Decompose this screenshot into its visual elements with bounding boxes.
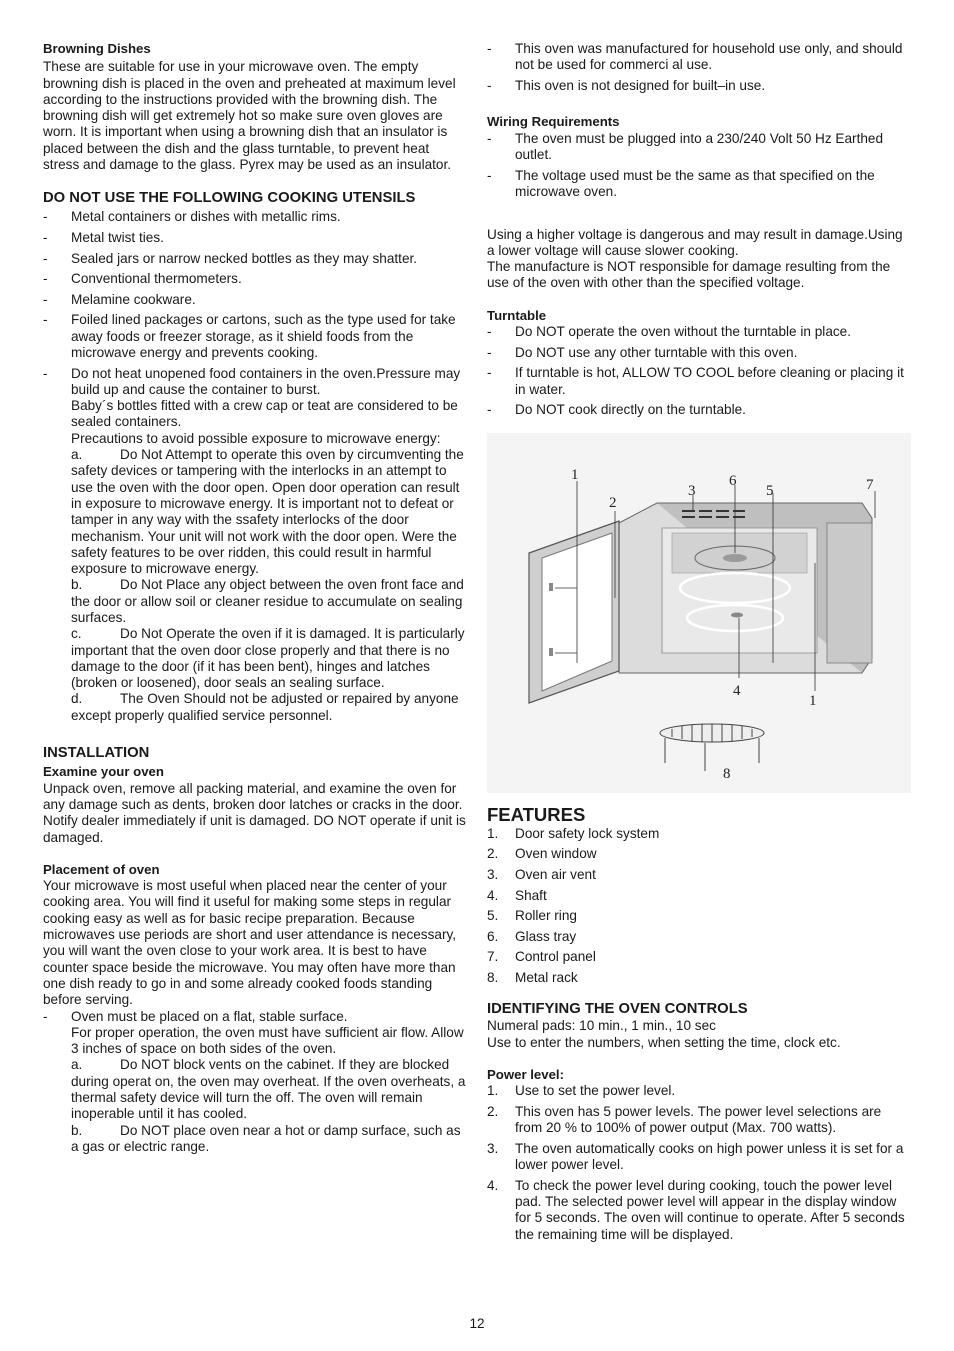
diagram-label-8: 8 bbox=[723, 765, 731, 782]
list-item: 6. Glass tray bbox=[487, 928, 577, 944]
list-item: - The oven must be plugged into a 230/240 Volt 50 Hz Earthed outlet. bbox=[487, 130, 884, 163]
placement-list bbox=[43, 1009, 467, 1156]
power-level-list bbox=[487, 1083, 911, 1243]
list-item: 4. Shaft bbox=[487, 887, 547, 903]
diagram-label-2: 2 bbox=[609, 494, 617, 511]
list-item: - If turntable is hot, ALLOW TO COOL before cleaning or placing it in water. bbox=[487, 365, 904, 397]
list-item: 2. Oven window bbox=[487, 846, 597, 862]
list-item: 2. This oven has 5 power levels. The power level selections are from 20 % to 100% of power output (Max. 700 watts). bbox=[487, 1103, 882, 1136]
diagram-label-1b: 1 bbox=[809, 692, 817, 709]
diagram-label-5: 5 bbox=[766, 482, 774, 499]
list-item: - Sealed jars or narrow necked bottles as they may shatter. bbox=[43, 250, 418, 266]
donot-list bbox=[43, 209, 467, 724]
wiring-list bbox=[487, 131, 911, 200]
turntable-title: Turntable bbox=[487, 307, 547, 323]
sub-item: a. Do NOT block vents on the cabinet. If they are blocked during operat on, the oven may overheat. If the oven overheats, a thermal safety device will turn the off. The oven will remain inoperable until it has cooled. bbox=[71, 1057, 466, 1122]
usage-list bbox=[487, 41, 911, 94]
list-item: - This oven was manufactured for household use only, and should not be used for commerci al use. bbox=[487, 41, 903, 73]
list-item: - Foiled lined packages or cartons, such as the type used for take away foods or freezer storage, as it shield foods from the microwave energy and prevents cooking. bbox=[43, 312, 456, 360]
precautions-text: Precautions to avoid possible exposure to microwave energy: bbox=[71, 430, 441, 446]
numeral-pads-text: Numeral pads: 10 min., 1 min., 10 sec bbox=[487, 1018, 716, 1034]
list-item: 8. Metal rack bbox=[487, 969, 578, 985]
features-title: FEATURES bbox=[487, 803, 586, 825]
list-item: 4. To check the power level during cooking, touch the power level pad. The selected power level will appear in the display window for 5 seconds. The oven will continue to operate. After 5 seconds the remaining time will be displayed. bbox=[487, 1177, 905, 1242]
page-number: 12 bbox=[469, 1316, 485, 1331]
right-column bbox=[487, 41, 911, 1247]
examine-title: Examine your oven bbox=[43, 764, 164, 780]
baby-bottles-text: Baby´s bottles fitted with a crew cap or teat are considered to be sealed containers. bbox=[71, 398, 458, 430]
sub-item: c. Do Not Operate the oven if it is damaged. It is particularly important that the oven door close properly and that there is no damage to the door (if it has been bent), hinges and latches (broken or loosened), door seals an sealing surface. bbox=[71, 626, 465, 691]
wiring-title: Wiring Requirements bbox=[487, 114, 620, 130]
power-level-title: Power level: bbox=[487, 1067, 564, 1083]
list-item: - Metal containers or dishes with metallic rims. bbox=[43, 209, 341, 225]
list-item: - Melamine cookware. bbox=[43, 291, 196, 307]
diagram-label-1: 1 bbox=[571, 466, 579, 483]
browning-body: These are suitable for use in your microwave oven. The empty browning dish is placed in the oven and preheated at maximum level according to the instructions provided with the browning dish. The browning dish will get extremely hot so make sure oven gloves are worn. It is important when using a browning dish that an insulator is placed between the dish and the glass turntable, to prevent heat stress and damage to the glass. Pyrex may be used as an insulator. bbox=[43, 59, 456, 173]
left-column bbox=[43, 41, 467, 1159]
list-item: - Do NOT cook directly on the turntable. bbox=[487, 402, 746, 418]
list-item: - Metal twist ties. bbox=[43, 229, 164, 245]
list-item: - Do not heat unopened food containers in the oven.Pressure may build up and cause the container to burst. Baby´s bottles fitted with a crew cap or teat are considered to be sealed containers. Precautions to avoid possible exposure to microwave energy: a. Do Not Attempt to operate this oven by circumventing the safety devices or tampering with the interlocks in an attempt to use the oven with the door open. Open door operation can result in exposure to microwave energy. It is important not to defeat or tamper in any way with the ssafety interlocks of the door mechanism. Your unit will not work with the door open. Were the safety features to be over ridden, this could result in harmful exposure to microwave energy. b. Do Not Place any object between the oven front face and the door or allow soil or cleaner residue to accumulate on sealing surfaces. c. Do Not Operate the oven if it is damaged. It is particularly important that the oven door close properly and that there is no damage to the door (if it has been bent), hinges and latches (broken or loosened), door seals an sealing surface. d. The Oven Should not be adjusted or repaired by anyone except properly qualified service personnel. bbox=[43, 366, 467, 725]
diagram-label-7: 7 bbox=[866, 476, 874, 493]
sub-item: b. Do NOT place oven near a hot or damp surface, such as a gas or electric range. bbox=[71, 1122, 461, 1154]
installation-title: INSTALLATION bbox=[43, 745, 150, 762]
shaft-icon bbox=[731, 612, 743, 617]
turntable-list bbox=[487, 324, 911, 418]
list-item: - Do NOT use any other turntable with this oven. bbox=[487, 344, 798, 360]
manufacturer-note: The manufacture is NOT responsible for damage resulting from the use of the oven with other than the specified voltage. bbox=[487, 259, 891, 291]
list-item: - Conventional thermometers. bbox=[43, 271, 242, 287]
list-item: - Do NOT operate the oven without the turntable in place. bbox=[487, 324, 852, 340]
examine-body: Unpack oven, remove all packing material, and examine the oven for any damage such as dents, broken door latches or cracks in the door. Notify dealer immediately if unit is damaged. DO NOT operate if unit is damaged. bbox=[43, 780, 466, 845]
diagram-label-4: 4 bbox=[733, 682, 741, 699]
list-item: 7. Control panel bbox=[487, 949, 596, 965]
list-item: - Oven must be placed on a flat, stable surface. For proper operation, the oven must have sufficient air flow. Allow 3 inches of space on both sides of the oven. a. Do NOT block vents on the cabinet. If they are blocked during operat on, the oven may overheat. If the oven overheats, a thermal safety device will turn the off. The oven will remain inoperable until it has cooled. b. Do NOT place oven near a hot or damp surface, such as a gas or electric range. bbox=[43, 1008, 466, 1154]
list-item: 1. Door safety lock system bbox=[487, 825, 660, 841]
placement-body: Your microwave is most useful when placed near the center of your cooking area. You will find it useful for making some steps in regular cooking easy as well as for basic recipe preparation. Because microwaves use periods are short and user attendance is necessary, you will want the oven close to your work area. It is best to have counter space beside the microwave. You may often have more than one dish ready to go in and some already cooked foods standing before serving. bbox=[43, 878, 457, 1008]
list-item: 1. Use to set the power level. bbox=[487, 1083, 676, 1099]
features-list bbox=[487, 826, 911, 986]
list-item: 5. Roller ring bbox=[487, 908, 577, 924]
numeral-pads-use: Use to enter the numbers, when setting the time, clock etc. bbox=[487, 1034, 841, 1050]
voltage-warning: Using a higher voltage is dangerous and may result in damage.Using a lower voltage will cause slower cooking. bbox=[487, 226, 903, 258]
sub-item: b. Do Not Place any object between the oven front face and the door or allow soil or cleaner residue to accumulate on sealing surfaces. bbox=[71, 577, 464, 625]
donot-title: DO NOT USE THE FOLLOWING COOKING UTENSILS bbox=[43, 190, 416, 207]
sub-item: a. Do Not Attempt to operate this oven by circumventing the safety devices or tampering with the interlocks in an attempt to use the oven with the door open. Open door operation can result in exposure to microwave energy. It is important not to defeat or tamper in any way with the ssafety interlocks of the door mechanism. Your unit will not work with the door open. Were the safety features to be over ridden, this could result in harmful exposure to microwave energy. bbox=[71, 447, 464, 577]
browning-title: Browning Dishes bbox=[43, 41, 151, 56]
list-item: 3. The oven automatically cooks on high power unless it is set for a lower power level. bbox=[487, 1140, 904, 1173]
list-item: - This oven is not designed for built–in use. bbox=[487, 77, 766, 93]
list-item: 3. Oven air vent bbox=[487, 866, 596, 882]
diagram-label-3: 3 bbox=[688, 482, 696, 499]
list-item: - The voltage used must be the same as that specified on the microwave oven. bbox=[487, 167, 875, 199]
last-item-text: Do not heat unopened food containers in the oven.Pressure may build up and cause the container to burst. bbox=[71, 365, 461, 397]
diagram-label-6: 6 bbox=[729, 472, 737, 489]
microwave-diagram bbox=[487, 433, 911, 793]
placement-title: Placement of oven bbox=[43, 861, 160, 877]
controls-title: IDENTIFYING THE OVEN CONTROLS bbox=[487, 1001, 748, 1018]
sub-item: d. The Oven Should not be adjusted or repaired by anyone except properly qualified service personnel. bbox=[71, 691, 459, 723]
